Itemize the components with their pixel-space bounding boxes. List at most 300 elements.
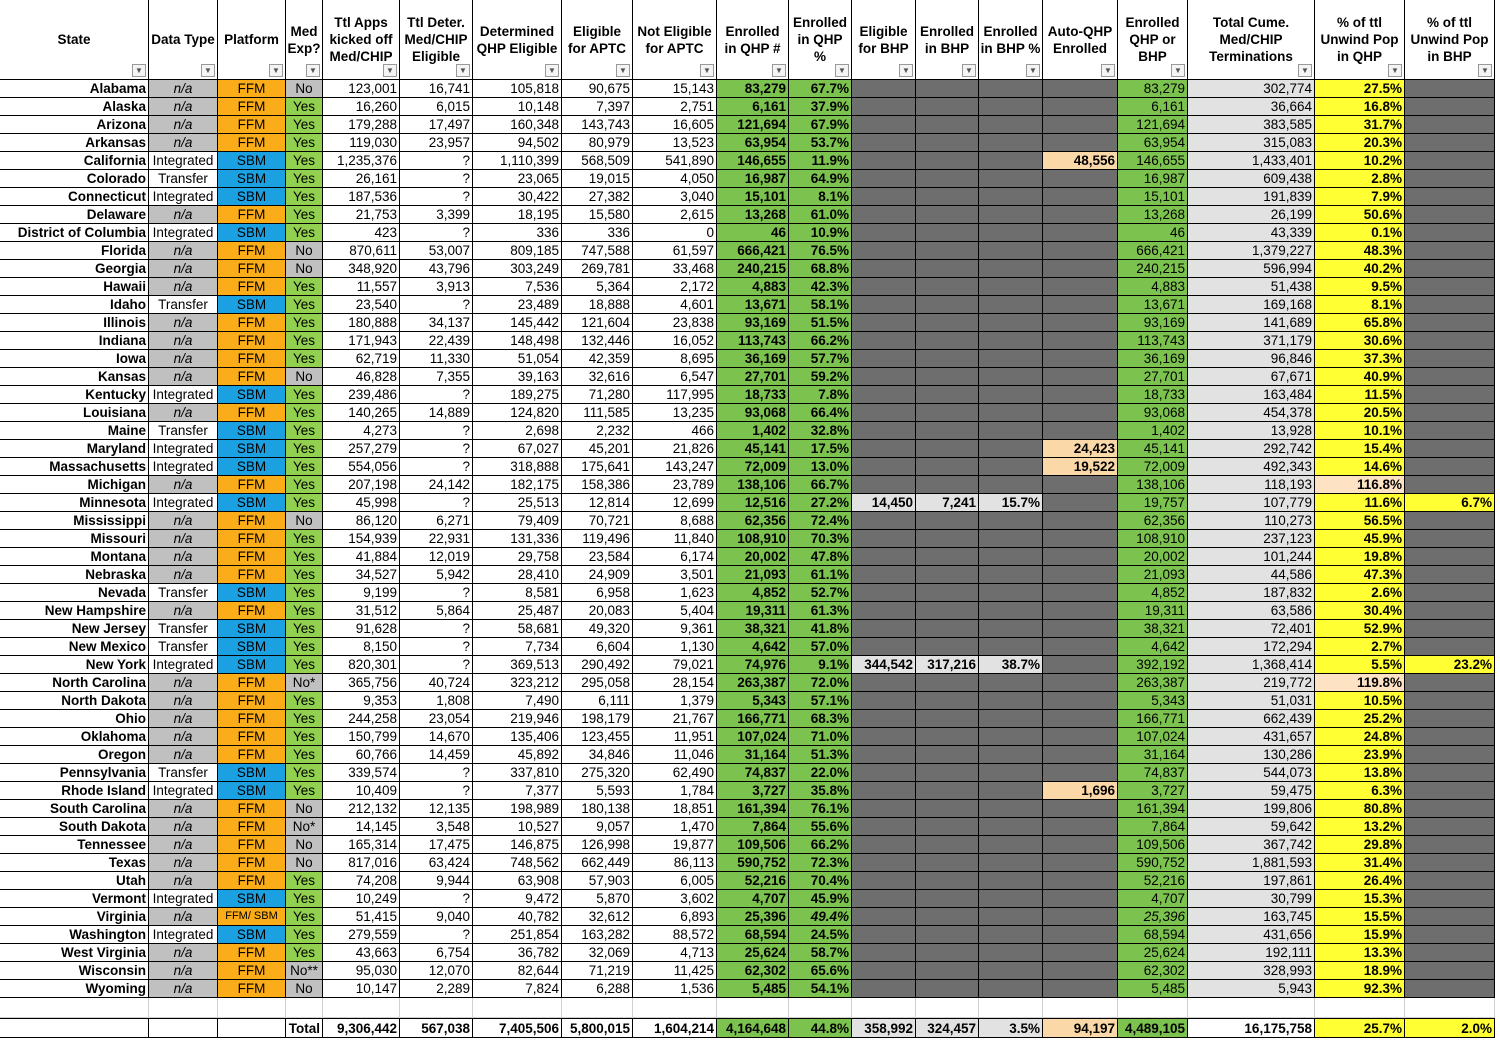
cell-medexp[interactable]: No: [286, 368, 323, 386]
cell-auto-qhp[interactable]: [1043, 962, 1118, 980]
cell-qhp-elig[interactable]: 145,442: [473, 314, 562, 332]
cell-not-aptc[interactable]: 6,893: [633, 908, 717, 926]
cell-medexp[interactable]: Yes: [286, 638, 323, 656]
column-header-bhp-enr[interactable]: [916, 0, 979, 80]
cell-dtype[interactable]: n/a: [149, 80, 218, 98]
cell-qhp-n[interactable]: 62,302: [717, 962, 789, 980]
cell-bhp-enr[interactable]: [916, 872, 979, 890]
cell-platform[interactable]: FFM: [218, 404, 286, 422]
cell-pct-qhp[interactable]: 119.8%: [1315, 674, 1405, 692]
cell-qhp-bhp[interactable]: 13,671: [1118, 296, 1188, 314]
cell-medexp[interactable]: Yes: [286, 386, 323, 404]
cell-cume[interactable]: 219,772: [1188, 674, 1315, 692]
cell-bhp-elig[interactable]: [852, 746, 916, 764]
cell-auto-qhp[interactable]: [1043, 980, 1118, 998]
cell-qhp-pct[interactable]: 70.4%: [789, 872, 852, 890]
cell-qhp-elig[interactable]: 9,472: [473, 890, 562, 908]
cell-medexp[interactable]: Yes: [286, 134, 323, 152]
cell-aptc[interactable]: 6,958: [562, 584, 633, 602]
cell-pct-qhp[interactable]: 19.8%: [1315, 548, 1405, 566]
cell-qhp-elig[interactable]: 7,734: [473, 638, 562, 656]
cell-aptc[interactable]: 163,282: [562, 926, 633, 944]
cell-ttl-apps[interactable]: 365,756: [323, 674, 400, 692]
cell-auto-qhp[interactable]: [1043, 872, 1118, 890]
cell-platform[interactable]: SBM: [218, 620, 286, 638]
cell-bhp-enr[interactable]: [916, 188, 979, 206]
cell-cume[interactable]: 192,111: [1188, 944, 1315, 962]
cell-pct-qhp[interactable]: 65.8%: [1315, 314, 1405, 332]
cell-qhp-elig[interactable]: 105,818: [473, 80, 562, 98]
cell-pct-qhp[interactable]: 30.6%: [1315, 332, 1405, 350]
filter-dropdown-icon[interactable]: ▼: [700, 64, 714, 77]
cell-state[interactable]: New Mexico: [0, 638, 149, 656]
cell-ttl-deter[interactable]: 53,007: [400, 242, 473, 260]
cell-aptc[interactable]: 20,083: [562, 602, 633, 620]
cell-qhp-bhp[interactable]: 109,506: [1118, 836, 1188, 854]
cell-ttl-apps[interactable]: 279,559: [323, 926, 400, 944]
cell-bhp-enr[interactable]: [916, 818, 979, 836]
cell-platform[interactable]: SBM: [218, 188, 286, 206]
cell-qhp-elig[interactable]: 1,110,399: [473, 152, 562, 170]
cell-platform[interactable]: FFM: [218, 350, 286, 368]
cell-pct-bhp[interactable]: [1405, 152, 1495, 170]
cell-bhp-pct[interactable]: [979, 242, 1043, 260]
cell-bhp-elig[interactable]: [852, 728, 916, 746]
cell-pct-qhp[interactable]: 13.8%: [1315, 764, 1405, 782]
cell-auto-qhp[interactable]: [1043, 926, 1118, 944]
cell-pct-bhp[interactable]: [1405, 566, 1495, 584]
cell-state[interactable]: Hawaii: [0, 278, 149, 296]
cell-bhp-enr[interactable]: [916, 224, 979, 242]
cell-bhp-elig[interactable]: [852, 584, 916, 602]
cell-qhp-bhp[interactable]: 45,141: [1118, 440, 1188, 458]
cell-medexp[interactable]: Yes: [286, 944, 323, 962]
cell-qhp-bhp[interactable]: 263,387: [1118, 674, 1188, 692]
cell-bhp-pct[interactable]: [979, 854, 1043, 872]
cell-qhp-elig[interactable]: 63,908: [473, 872, 562, 890]
cell-dtype[interactable]: Integrated: [149, 440, 218, 458]
cell-ttl-deter[interactable]: ?: [400, 584, 473, 602]
cell-qhp-bhp[interactable]: 7,864: [1118, 818, 1188, 836]
cell-not-aptc[interactable]: 2,751: [633, 98, 717, 116]
cell-bhp-elig[interactable]: [852, 548, 916, 566]
filter-dropdown-icon[interactable]: ▼: [383, 64, 397, 77]
cell-pct-qhp[interactable]: 2.8%: [1315, 170, 1405, 188]
cell-cume[interactable]: 315,083: [1188, 134, 1315, 152]
column-header-not-aptc[interactable]: [633, 0, 717, 80]
column-header-qhp-n[interactable]: [717, 0, 789, 80]
cell-auto-qhp[interactable]: [1043, 188, 1118, 206]
cell-cume[interactable]: 96,846: [1188, 350, 1315, 368]
column-header-ttl-apps[interactable]: [323, 0, 400, 80]
cell-not-aptc[interactable]: 1,784: [633, 782, 717, 800]
cell-aptc[interactable]: 23,584: [562, 548, 633, 566]
column-header-dtype[interactable]: [149, 0, 218, 80]
cell-qhp-bhp[interactable]: 62,302: [1118, 962, 1188, 980]
cell-cume[interactable]: 72,401: [1188, 620, 1315, 638]
cell-platform[interactable]: SBM: [218, 224, 286, 242]
cell-qhp-elig[interactable]: 7,377: [473, 782, 562, 800]
cell-qhp-n[interactable]: 4,642: [717, 638, 789, 656]
cell-qhp-n[interactable]: 68,594: [717, 926, 789, 944]
cell-qhp-elig[interactable]: 148,498: [473, 332, 562, 350]
filter-dropdown-icon[interactable]: ▼: [1101, 64, 1115, 77]
cell-aptc[interactable]: 70,721: [562, 512, 633, 530]
cell-aptc[interactable]: 24,909: [562, 566, 633, 584]
cell-ttl-deter[interactable]: 6,754: [400, 944, 473, 962]
cell-cume[interactable]: 328,993: [1188, 962, 1315, 980]
cell-qhp-elig[interactable]: 39,163: [473, 368, 562, 386]
cell-ttl-deter[interactable]: 43,796: [400, 260, 473, 278]
cell-pct-bhp[interactable]: [1405, 440, 1495, 458]
cell-bhp-enr[interactable]: [916, 710, 979, 728]
column-header-state[interactable]: [0, 0, 149, 80]
cell-not-aptc[interactable]: 11,951: [633, 728, 717, 746]
cell-pct-bhp[interactable]: [1405, 890, 1495, 908]
cell-bhp-elig[interactable]: [852, 512, 916, 530]
cell-medexp[interactable]: Yes: [286, 710, 323, 728]
cell-cume[interactable]: 26,199: [1188, 206, 1315, 224]
cell-cume[interactable]: 59,642: [1188, 818, 1315, 836]
cell-platform[interactable]: FFM/ SBM: [218, 908, 286, 926]
cell-qhp-pct[interactable]: 64.9%: [789, 170, 852, 188]
cell-ttl-deter[interactable]: ?: [400, 656, 473, 674]
cell-qhp-bhp[interactable]: 6,161: [1118, 98, 1188, 116]
cell-qhp-pct[interactable]: 49.4%: [789, 908, 852, 926]
cell-qhp-n[interactable]: 15,101: [717, 188, 789, 206]
cell-not-aptc[interactable]: 9,361: [633, 620, 717, 638]
cell-ttl-deter[interactable]: ?: [400, 926, 473, 944]
cell-qhp-pct[interactable]: 76.5%: [789, 242, 852, 260]
cell-qhp-pct[interactable]: 61.1%: [789, 566, 852, 584]
cell-not-aptc[interactable]: 11,425: [633, 962, 717, 980]
cell-qhp-n[interactable]: 45,141: [717, 440, 789, 458]
cell-qhp-elig[interactable]: 51,054: [473, 350, 562, 368]
cell-cume[interactable]: 367,742: [1188, 836, 1315, 854]
cell-ttl-deter[interactable]: ?: [400, 782, 473, 800]
cell-ttl-deter[interactable]: 1,808: [400, 692, 473, 710]
filter-dropdown-icon[interactable]: ▼: [545, 64, 559, 77]
cell-ttl-deter[interactable]: ?: [400, 638, 473, 656]
cell-bhp-pct[interactable]: [979, 152, 1043, 170]
cell-medexp[interactable]: Yes: [286, 476, 323, 494]
cell-pct-qhp[interactable]: 10.1%: [1315, 422, 1405, 440]
cell-qhp-bhp[interactable]: 108,910: [1118, 530, 1188, 548]
cell-ttl-apps[interactable]: 14,145: [323, 818, 400, 836]
cell-ttl-apps[interactable]: 348,920: [323, 260, 400, 278]
cell-platform[interactable]: FFM: [218, 368, 286, 386]
cell-bhp-enr[interactable]: [916, 116, 979, 134]
cell-ttl-deter[interactable]: 24,142: [400, 476, 473, 494]
cell-qhp-elig[interactable]: 303,249: [473, 260, 562, 278]
cell-cume[interactable]: 59,475: [1188, 782, 1315, 800]
cell-platform[interactable]: SBM: [218, 170, 286, 188]
cell-aptc[interactable]: 111,585: [562, 404, 633, 422]
cell-pct-qhp[interactable]: 20.3%: [1315, 134, 1405, 152]
cell-ttl-deter[interactable]: 34,137: [400, 314, 473, 332]
cell-qhp-pct[interactable]: 68.8%: [789, 260, 852, 278]
cell-qhp-n[interactable]: 7,864: [717, 818, 789, 836]
total-cell-aptc[interactable]: 5,800,015: [562, 1018, 633, 1038]
cell-medexp[interactable]: No*: [286, 818, 323, 836]
cell-qhp-n[interactable]: 36,169: [717, 350, 789, 368]
empty-cell[interactable]: [633, 998, 717, 1018]
cell-qhp-bhp[interactable]: 4,852: [1118, 584, 1188, 602]
cell-bhp-pct[interactable]: [979, 386, 1043, 404]
cell-platform[interactable]: FFM: [218, 818, 286, 836]
cell-bhp-pct[interactable]: [979, 728, 1043, 746]
cell-pct-qhp[interactable]: 14.6%: [1315, 458, 1405, 476]
cell-qhp-elig[interactable]: 198,989: [473, 800, 562, 818]
cell-not-aptc[interactable]: 12,699: [633, 494, 717, 512]
cell-pct-qhp[interactable]: 40.2%: [1315, 260, 1405, 278]
cell-ttl-apps[interactable]: 86,120: [323, 512, 400, 530]
cell-pct-bhp[interactable]: [1405, 620, 1495, 638]
cell-not-aptc[interactable]: 3,602: [633, 890, 717, 908]
cell-ttl-apps[interactable]: 74,208: [323, 872, 400, 890]
empty-cell[interactable]: [400, 998, 473, 1018]
cell-qhp-bhp[interactable]: 25,624: [1118, 944, 1188, 962]
empty-cell[interactable]: [789, 998, 852, 1018]
cell-qhp-elig[interactable]: 25,487: [473, 602, 562, 620]
cell-platform[interactable]: FFM: [218, 314, 286, 332]
cell-ttl-apps[interactable]: 46,828: [323, 368, 400, 386]
cell-qhp-elig[interactable]: 79,409: [473, 512, 562, 530]
cell-medexp[interactable]: No: [286, 242, 323, 260]
cell-state[interactable]: Minnesota: [0, 494, 149, 512]
cell-platform[interactable]: FFM: [218, 746, 286, 764]
cell-ttl-deter[interactable]: 3,913: [400, 278, 473, 296]
cell-bhp-pct[interactable]: [979, 836, 1043, 854]
column-header-platform[interactable]: [218, 0, 286, 80]
cell-qhp-pct[interactable]: 10.9%: [789, 224, 852, 242]
cell-auto-qhp[interactable]: [1043, 242, 1118, 260]
cell-auto-qhp[interactable]: [1043, 530, 1118, 548]
cell-cume[interactable]: 172,294: [1188, 638, 1315, 656]
cell-dtype[interactable]: Integrated: [149, 926, 218, 944]
cell-bhp-pct[interactable]: [979, 782, 1043, 800]
cell-bhp-enr[interactable]: [916, 368, 979, 386]
cell-medexp[interactable]: Yes: [286, 782, 323, 800]
cell-bhp-enr[interactable]: [916, 80, 979, 98]
cell-not-aptc[interactable]: 23,838: [633, 314, 717, 332]
cell-bhp-pct[interactable]: [979, 476, 1043, 494]
cell-medexp[interactable]: Yes: [286, 584, 323, 602]
cell-state[interactable]: Vermont: [0, 890, 149, 908]
cell-platform[interactable]: SBM: [218, 494, 286, 512]
cell-not-aptc[interactable]: 1,130: [633, 638, 717, 656]
cell-aptc[interactable]: 6,288: [562, 980, 633, 998]
cell-platform[interactable]: FFM: [218, 692, 286, 710]
cell-ttl-apps[interactable]: 207,198: [323, 476, 400, 494]
cell-qhp-pct[interactable]: 72.0%: [789, 674, 852, 692]
cell-qhp-pct[interactable]: 37.9%: [789, 98, 852, 116]
cell-state[interactable]: Massachusetts: [0, 458, 149, 476]
cell-qhp-pct[interactable]: 57.7%: [789, 350, 852, 368]
cell-aptc[interactable]: 6,604: [562, 638, 633, 656]
cell-dtype[interactable]: n/a: [149, 242, 218, 260]
cell-bhp-enr[interactable]: [916, 728, 979, 746]
cell-bhp-enr[interactable]: [916, 314, 979, 332]
cell-dtype[interactable]: n/a: [149, 350, 218, 368]
cell-qhp-pct[interactable]: 59.2%: [789, 368, 852, 386]
total-cell-pct-qhp[interactable]: 25.7%: [1315, 1018, 1405, 1038]
cell-platform[interactable]: FFM: [218, 854, 286, 872]
cell-qhp-elig[interactable]: 36,782: [473, 944, 562, 962]
cell-pct-qhp[interactable]: 7.9%: [1315, 188, 1405, 206]
cell-state[interactable]: Pennsylvania: [0, 764, 149, 782]
empty-cell[interactable]: [286, 998, 323, 1018]
cell-platform[interactable]: SBM: [218, 386, 286, 404]
cell-bhp-elig[interactable]: [852, 692, 916, 710]
cell-qhp-pct[interactable]: 72.4%: [789, 512, 852, 530]
cell-aptc[interactable]: 71,280: [562, 386, 633, 404]
cell-auto-qhp[interactable]: [1043, 260, 1118, 278]
cell-qhp-bhp[interactable]: 392,192: [1118, 656, 1188, 674]
cell-bhp-pct[interactable]: [979, 260, 1043, 278]
cell-auto-qhp[interactable]: [1043, 890, 1118, 908]
cell-ttl-apps[interactable]: 180,888: [323, 314, 400, 332]
cell-qhp-bhp[interactable]: 93,169: [1118, 314, 1188, 332]
cell-pct-bhp[interactable]: [1405, 584, 1495, 602]
cell-auto-qhp[interactable]: [1043, 98, 1118, 116]
cell-qhp-pct[interactable]: 66.4%: [789, 404, 852, 422]
cell-bhp-enr[interactable]: [916, 836, 979, 854]
cell-pct-qhp[interactable]: 45.9%: [1315, 530, 1405, 548]
empty-cell[interactable]: [323, 998, 400, 1018]
empty-cell[interactable]: [0, 998, 149, 1018]
cell-qhp-elig[interactable]: 45,892: [473, 746, 562, 764]
cell-bhp-elig[interactable]: [852, 638, 916, 656]
cell-aptc[interactable]: 568,509: [562, 152, 633, 170]
cell-qhp-bhp[interactable]: 63,954: [1118, 134, 1188, 152]
cell-qhp-elig[interactable]: 82,644: [473, 962, 562, 980]
cell-qhp-n[interactable]: 590,752: [717, 854, 789, 872]
cell-ttl-deter[interactable]: 14,670: [400, 728, 473, 746]
cell-platform[interactable]: FFM: [218, 944, 286, 962]
cell-ttl-apps[interactable]: 23,540: [323, 296, 400, 314]
cell-dtype[interactable]: Integrated: [149, 494, 218, 512]
cell-qhp-n[interactable]: 63,954: [717, 134, 789, 152]
cell-ttl-apps[interactable]: 1,235,376: [323, 152, 400, 170]
column-header-ttl-deter[interactable]: [400, 0, 473, 80]
cell-ttl-apps[interactable]: 8,150: [323, 638, 400, 656]
cell-bhp-pct[interactable]: [979, 368, 1043, 386]
cell-ttl-deter[interactable]: 12,070: [400, 962, 473, 980]
cell-medexp[interactable]: Yes: [286, 296, 323, 314]
cell-ttl-apps[interactable]: 10,409: [323, 782, 400, 800]
cell-medexp[interactable]: Yes: [286, 494, 323, 512]
cell-ttl-deter[interactable]: 12,135: [400, 800, 473, 818]
cell-bhp-enr[interactable]: [916, 890, 979, 908]
cell-qhp-n[interactable]: 3,727: [717, 782, 789, 800]
cell-state[interactable]: Nebraska: [0, 566, 149, 584]
cell-state[interactable]: District of Columbia: [0, 224, 149, 242]
cell-platform[interactable]: FFM: [218, 242, 286, 260]
cell-qhp-pct[interactable]: 61.3%: [789, 602, 852, 620]
cell-qhp-elig[interactable]: 10,527: [473, 818, 562, 836]
cell-aptc[interactable]: 143,743: [562, 116, 633, 134]
cell-platform[interactable]: FFM: [218, 512, 286, 530]
cell-bhp-elig[interactable]: [852, 134, 916, 152]
cell-qhp-n[interactable]: 46: [717, 224, 789, 242]
cell-bhp-elig[interactable]: [852, 206, 916, 224]
cell-bhp-elig[interactable]: [852, 422, 916, 440]
cell-qhp-n[interactable]: 16,987: [717, 170, 789, 188]
cell-ttl-apps[interactable]: 11,557: [323, 278, 400, 296]
cell-qhp-bhp[interactable]: 3,727: [1118, 782, 1188, 800]
cell-bhp-elig[interactable]: [852, 710, 916, 728]
cell-ttl-apps[interactable]: 820,301: [323, 656, 400, 674]
cell-bhp-enr[interactable]: [916, 782, 979, 800]
cell-qhp-n[interactable]: 21,093: [717, 566, 789, 584]
cell-qhp-n[interactable]: 666,421: [717, 242, 789, 260]
cell-aptc[interactable]: 123,455: [562, 728, 633, 746]
cell-platform[interactable]: FFM: [218, 602, 286, 620]
cell-dtype[interactable]: Transfer: [149, 620, 218, 638]
cell-ttl-deter[interactable]: 14,459: [400, 746, 473, 764]
cell-qhp-n[interactable]: 19,311: [717, 602, 789, 620]
cell-ttl-apps[interactable]: 9,353: [323, 692, 400, 710]
cell-bhp-elig[interactable]: [852, 620, 916, 638]
cell-qhp-elig[interactable]: 219,946: [473, 710, 562, 728]
cell-auto-qhp[interactable]: [1043, 80, 1118, 98]
cell-aptc[interactable]: 34,846: [562, 746, 633, 764]
cell-pct-bhp[interactable]: [1405, 422, 1495, 440]
cell-cume[interactable]: 1,881,593: [1188, 854, 1315, 872]
cell-qhp-elig[interactable]: 23,065: [473, 170, 562, 188]
cell-qhp-bhp[interactable]: 146,655: [1118, 152, 1188, 170]
cell-cume[interactable]: 5,943: [1188, 980, 1315, 998]
cell-cume[interactable]: 454,378: [1188, 404, 1315, 422]
cell-platform[interactable]: FFM: [218, 116, 286, 134]
cell-qhp-bhp[interactable]: 138,106: [1118, 476, 1188, 494]
cell-qhp-bhp[interactable]: 36,169: [1118, 350, 1188, 368]
cell-pct-qhp[interactable]: 50.6%: [1315, 206, 1405, 224]
cell-state[interactable]: Kansas: [0, 368, 149, 386]
cell-cume[interactable]: 609,438: [1188, 170, 1315, 188]
cell-pct-qhp[interactable]: 11.5%: [1315, 386, 1405, 404]
cell-dtype[interactable]: Integrated: [149, 386, 218, 404]
cell-aptc[interactable]: 49,320: [562, 620, 633, 638]
cell-platform[interactable]: FFM: [218, 728, 286, 746]
cell-aptc[interactable]: 132,446: [562, 332, 633, 350]
cell-qhp-n[interactable]: 62,356: [717, 512, 789, 530]
cell-bhp-pct[interactable]: [979, 80, 1043, 98]
cell-ttl-apps[interactable]: 10,147: [323, 980, 400, 998]
cell-bhp-elig[interactable]: [852, 188, 916, 206]
cell-bhp-pct[interactable]: [979, 602, 1043, 620]
cell-not-aptc[interactable]: 2,172: [633, 278, 717, 296]
cell-not-aptc[interactable]: 61,597: [633, 242, 717, 260]
cell-pct-qhp[interactable]: 116.8%: [1315, 476, 1405, 494]
cell-pct-bhp[interactable]: [1405, 332, 1495, 350]
cell-cume[interactable]: 130,286: [1188, 746, 1315, 764]
cell-auto-qhp[interactable]: [1043, 908, 1118, 926]
cell-qhp-elig[interactable]: 251,854: [473, 926, 562, 944]
cell-qhp-n[interactable]: 38,321: [717, 620, 789, 638]
filter-dropdown-icon[interactable]: ▼: [1298, 64, 1312, 77]
filter-dropdown-icon[interactable]: ▼: [456, 64, 470, 77]
empty-cell[interactable]: [1118, 998, 1188, 1018]
cell-bhp-pct[interactable]: [979, 350, 1043, 368]
cell-qhp-bhp[interactable]: 19,311: [1118, 602, 1188, 620]
cell-platform[interactable]: SBM: [218, 440, 286, 458]
cell-pct-bhp[interactable]: [1405, 224, 1495, 242]
cell-bhp-pct[interactable]: [979, 404, 1043, 422]
cell-qhp-elig[interactable]: 25,513: [473, 494, 562, 512]
cell-bhp-pct[interactable]: [979, 962, 1043, 980]
